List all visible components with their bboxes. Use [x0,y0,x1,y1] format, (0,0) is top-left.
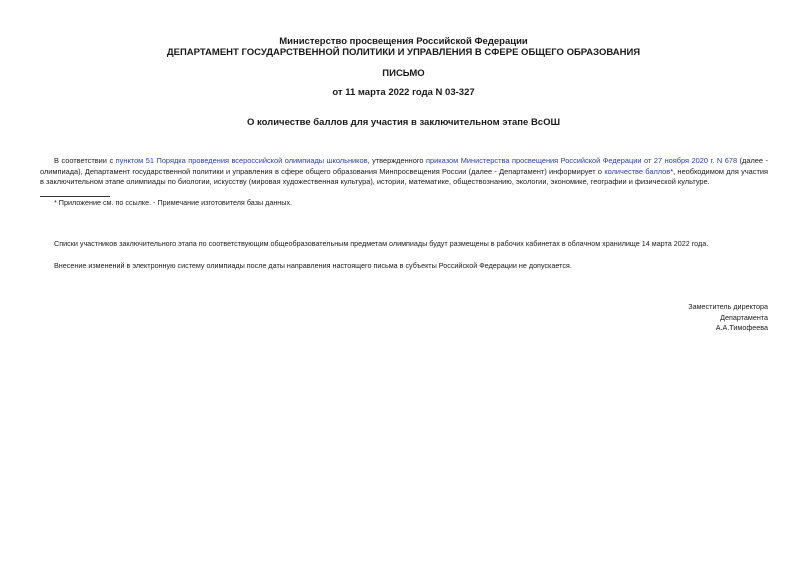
signature-unit: Департамента [720,313,768,322]
link-ministry-order[interactable]: приказом Министерства просвещения Российской Федерации от 27 ноября 2020 г. N 678 [426,156,738,165]
paragraph-text: (далее - олимпиада), Департамент государственной политики и управления в сфере общего образования Минпросвещения России (далее - Департамент) информирует о [40,156,768,176]
document-subject: О количестве баллов для участия в заключительном этапе ВсОШ [246,117,561,128]
document-date-number: от 11 марта 2022 года N 03-327 [332,87,475,98]
paragraph-text: *, необходимом для участия в заключительном этапе олимпиады по биологии, искусству (мировая художественная культура), истории, математике, обществознанию, экологии, экономике, географии и физической культуре. [40,166,768,186]
document-type: ПИСЬМО [382,68,425,79]
footnote: * Приложение см. по ссылке. - Примечание изготовителя базы данных. [54,198,293,207]
footnote-divider [40,196,110,197]
paragraph-changes: Внесение изменений в электронную систему олимпиады после даты направления настоящего письма в субъекты Российской Федерации не допускается. [54,261,572,270]
paragraph-text: , утвержденного [367,156,427,165]
signature-title: Заместитель директора [688,302,768,311]
signature-name: А.А.Тимофеева [715,323,768,332]
link-order-point-51[interactable]: пунктом 51 Порядка проведения всероссийской олимпиады школьников [115,156,368,165]
paragraph-text: В соответствии с [54,156,116,165]
department-name: ДЕПАРТАМЕНТ ГОСУДАРСТВЕННОЙ ПОЛИТИКИ И УПРАВЛЕНИЯ В СФЕРЕ ОБЩЕГО ОБРАЗОВАНИЯ [166,47,641,58]
ministry-name: Министерство просвещения Российской Федерации [279,36,528,47]
paragraph-main [40,156,768,188]
paragraph-lists: Списки участников заключительного этапа по соответствующим общеобразовательным предметам олимпиады будут размещены в рабочих кабинетах в облачном хранилище 14 марта 2022 года. [54,239,709,248]
link-points-count[interactable]: количестве баллов [604,166,671,176]
